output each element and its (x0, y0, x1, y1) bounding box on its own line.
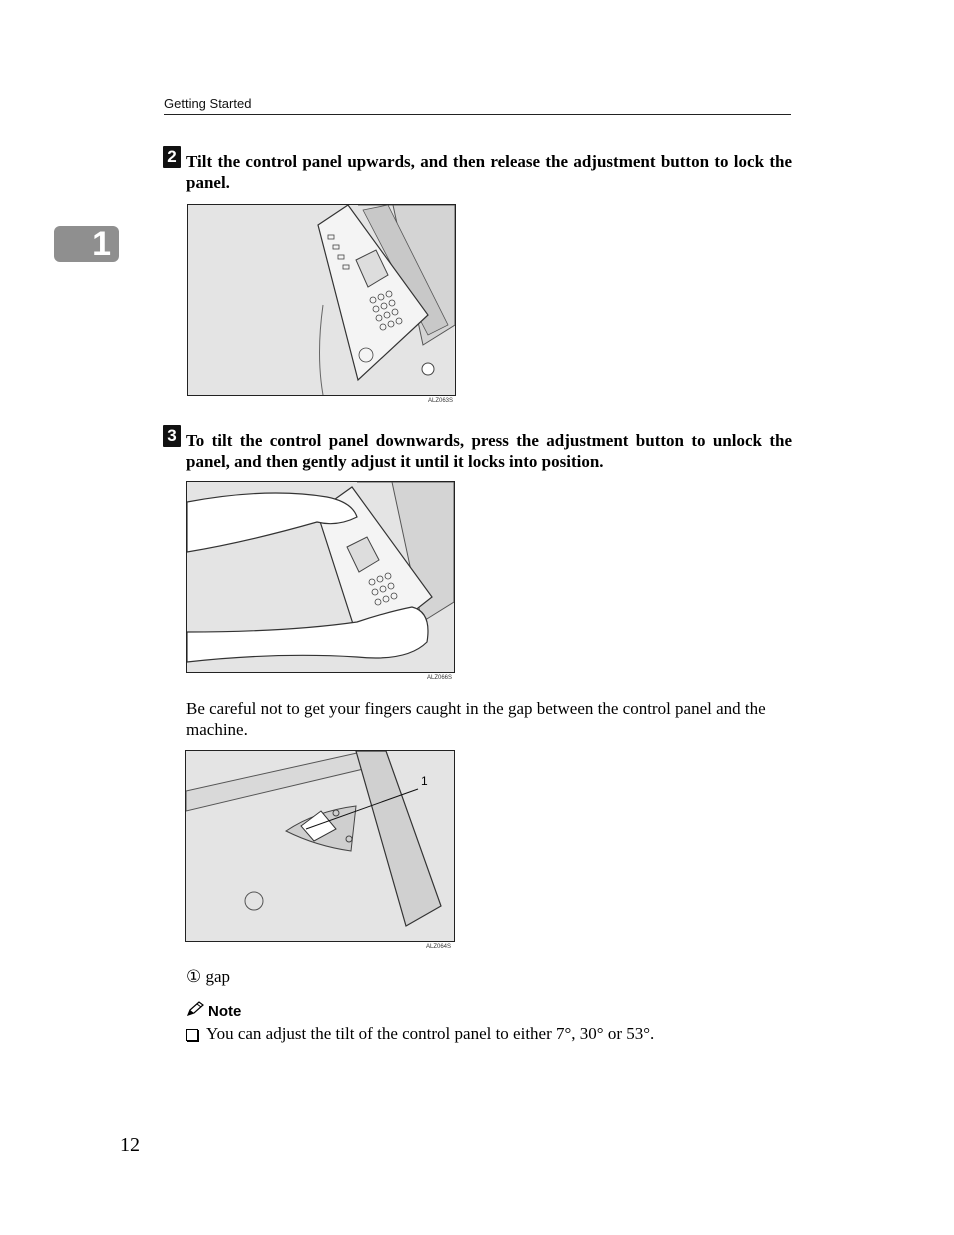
figure-code: ALZ063S (428, 398, 454, 404)
note-item (186, 1024, 654, 1044)
figure-panel-tilted-down (186, 481, 455, 673)
figure-panel-tilted-up (187, 204, 456, 396)
callout-label: 1 (421, 774, 428, 788)
gap-illustration (186, 751, 454, 941)
callout-text: gap (205, 967, 231, 986)
checkbox-icon (186, 1029, 198, 1041)
note-heading (186, 1001, 241, 1021)
chapter-tab: 1 (54, 226, 119, 262)
step-3-number: 3 (163, 425, 181, 447)
figure-code: ALZ066S (427, 675, 453, 681)
control-panel-illustration (188, 205, 455, 395)
step-2-text: Tilt the control panel upwards, and then release the adjustment button to lock the panel. (186, 152, 792, 192)
note-item-text: You can adjust the tilt of the control panel to either 7°, 30° or 53°. (206, 1024, 655, 1043)
callout-legend (186, 967, 230, 987)
header-rule (164, 114, 791, 115)
callout-marker: ① (186, 967, 202, 986)
step-3-text: To tilt the control panel downwards, press the adjustment button to unlock the panel, and then gently adjust it until it locks into position. (186, 431, 792, 471)
hands-adjusting-panel-illustration (187, 482, 454, 672)
note-title: Note (208, 1002, 242, 1020)
pencil-icon (186, 1001, 204, 1021)
page-number: 12 (120, 1134, 140, 1156)
running-header: Getting Started (164, 96, 252, 111)
figure-code: ALZ064S (426, 944, 452, 950)
figure-gap-callout (185, 750, 455, 942)
step-2-number: 2 (163, 146, 181, 168)
caution-paragraph: Be careful not to get your fingers caught in the gap between the control panel and the machine. (186, 699, 766, 739)
